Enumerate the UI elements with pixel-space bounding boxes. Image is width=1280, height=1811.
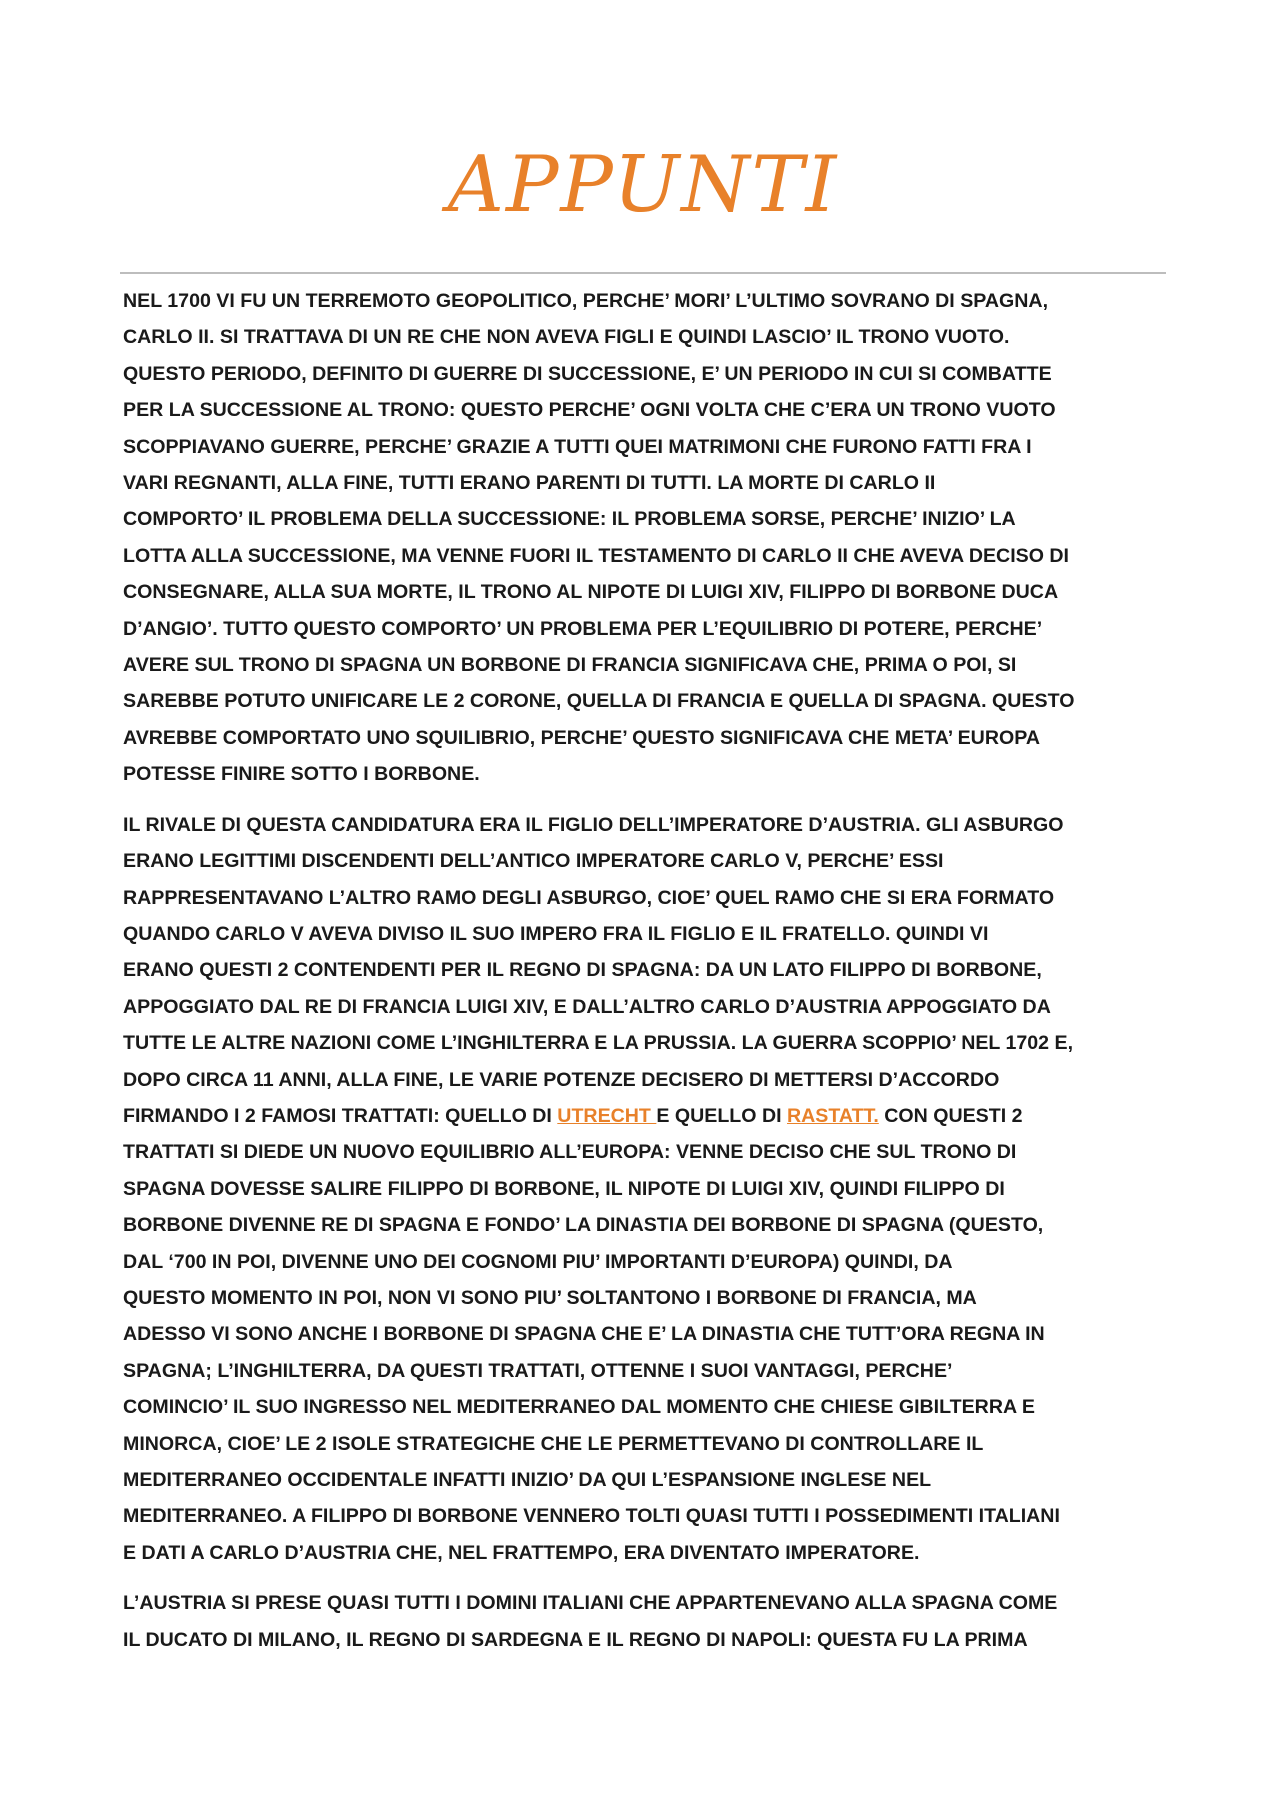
page-title: APPUNTI: [447, 140, 839, 230]
text-line: COMINCIO’ IL SUO INGRESSO NEL MEDITERRANEO DAL MOMENTO CHE CHIESE GIBILTERRA E: [123, 1396, 1035, 1419]
text-line: TRATTATI SI DIEDE UN NUOVO EQUILIBRIO ALL’EUROPA: VENNE DECISO CHE SUL TRONO DI: [123, 1141, 1017, 1164]
text-line: PER LA SUCCESSIONE AL TRONO: QUESTO PERCHE’ OGNI VOLTA CHE C’ERA UN TRONO VUOTO: [123, 399, 1056, 422]
utrecht-link[interactable]: UTRECHT: [557, 1104, 657, 1127]
text-line: L’AUSTRIA SI PRESE QUASI TUTTI I DOMINI ITALIANI CHE APPARTENEVANO ALLA SPAGNA COME: [123, 1592, 1058, 1615]
text-line: IL DUCATO DI MILANO, IL REGNO DI SARDEGNA E IL REGNO DI NAPOLI: QUESTA FU LA PRIMA: [123, 1628, 1028, 1651]
text-line: QUESTO PERIODO, DEFINITO DI GUERRE DI SUCCESSIONE, E’ UN PERIODO IN CUI SI COMBATTE: [123, 362, 1052, 385]
paragraph-2-lines: [123, 807, 1166, 1098]
text-line: MINORCA, CIOE’ LE 2 ISOLE STRATEGICHE CHE LE PERMETTEVANO DI CONTROLLARE IL: [123, 1432, 984, 1455]
text-line: IL RIVALE DI QUESTA CANDIDATURA ERA IL FIGLIO DELL’IMPERATORE D’AUSTRIA. GLI ASBURGO: [123, 813, 1064, 836]
text-line: E DATI A CARLO D’AUSTRIA CHE, NEL FRATTEMPO, ERA DIVENTATO IMPERATORE.: [123, 1541, 920, 1564]
text-line: DOPO CIRCA 11 ANNI, ALLA FINE, LE VARIE POTENZE DECISERO DI METTERSI D’ACCORDO: [123, 1068, 1000, 1091]
text-line: RAPPRESENTAVANO L’ALTRO RAMO DEGLI ASBURGO, CIOE’ QUEL RAMO CHE SI ERA FORMATO: [123, 886, 1055, 909]
text-line: AVREBBE COMPORTATO UNO SQUILIBRIO, PERCHE’ QUESTO SIGNIFICAVA CHE META’ EUROPA: [123, 726, 1040, 749]
text-line: CARLO II. SI TRATTAVA DI UN RE CHE NON AVEVA FIGLI E QUINDI LASCIO’ IL TRONO VUOTO.: [123, 326, 1010, 349]
text-line: BORBONE DIVENNE RE DI SPAGNA E FONDO’ LA DINASTIA DEI BORBONE DI SPAGNA (QUESTO,: [123, 1214, 1044, 1237]
text-line: ADESSO VI SONO ANCHE I BORBONE DI SPAGNA CHE E’ LA DINASTIA CHE TUTT’ORA REGNA IN: [123, 1323, 1045, 1346]
paragraph-2: [123, 807, 1166, 1572]
treaties-text-middle: E QUELLO DI: [656, 1104, 787, 1127]
text-line: QUANDO CARLO V AVEVA DIVISO IL SUO IMPERO FRA IL FIGLIO E IL FRATELLO. QUINDI VI: [123, 922, 989, 945]
text-line: MEDITERRANEO. A FILIPPO DI BORBONE VENNERO TOLTI QUASI TUTTI I POSSEDIMENTI ITALIANI: [123, 1505, 1060, 1528]
text-line: LOTTA ALLA SUCCESSIONE, MA VENNE FUORI IL TESTAMENTO DI CARLO II CHE AVEVA DECISO DI: [123, 544, 1069, 567]
text-line: ERANO LEGITTIMI DISCENDENTI DELL’ANTICO IMPERATORE CARLO V, PERCHE’ ESSI: [123, 850, 944, 873]
treaties-text-before: FIRMANDO I 2 FAMOSI TRATTATI: QUELLO DI: [123, 1104, 558, 1127]
title-divider: [120, 272, 1166, 274]
text-line: SAREBBE POTUTO UNIFICARE LE 2 CORONE, QUELLA DI FRANCIA E QUELLA DI SPAGNA. QUESTO: [123, 690, 1075, 713]
text-line: VARI REGNANTI, ALLA FINE, TUTTI ERANO PARENTI DI TUTTI. LA MORTE DI CARLO II: [123, 472, 936, 495]
paragraph-2-lines-after: [123, 1134, 1166, 1571]
text-line: ERANO QUESTI 2 CONTENDENTI PER IL REGNO DI SPAGNA: DA UN LATO FILIPPO DI BORBONE,: [123, 959, 1042, 982]
text-line: NEL 1700 VI FU UN TERREMOTO GEOPOLITICO, PERCHE’ MORI’ L’ULTIMO SOVRANO DI SPAGNA,: [123, 290, 1049, 312]
text-line: SPAGNA; L’INGHILTERRA, DA QUESTI TRATTATI, OTTENNE I SUOI VANTAGGI, PERCHE’: [123, 1359, 953, 1382]
paragraph-1: [123, 283, 1166, 793]
text-line: MEDITERRANEO OCCIDENTALE INFATTI INIZIO’ DA QUI L’ESPANSIONE INGLESE NEL: [123, 1469, 932, 1491]
text-line: POTESSE FINIRE SOTTO I BORBONE.: [123, 763, 480, 786]
text-line: DAL ‘700 IN POI, DIVENNE UNO DEI COGNOMI PIU’ IMPORTANTI D’EUROPA) QUINDI, DA: [123, 1250, 953, 1273]
treaties-line: [123, 1098, 1166, 1134]
document-body: [123, 283, 1166, 1672]
text-line: AVERE SUL TRONO DI SPAGNA UN BORBONE DI FRANCIA SIGNIFICAVA CHE, PRIMA O POI, SI: [123, 654, 1017, 677]
text-line: D’ANGIO’. TUTTO QUESTO COMPORTO’ UN PROBLEMA PER L’EQUILIBRIO DI POTERE, PERCHE’: [123, 617, 1043, 640]
paragraph-3: [123, 1585, 1166, 1658]
treaties-text-after: CON QUESTI 2: [878, 1104, 1023, 1127]
text-line: CONSEGNARE, ALLA SUA MORTE, IL TRONO AL NIPOTE DI LUIGI XIV, FILIPPO DI BORBONE DUCA: [123, 581, 1059, 604]
text-line: SCOPPIAVANO GUERRE, PERCHE’ GRAZIE A TUTTI QUEI MATRIMONI CHE FURONO FATTI FRA I: [123, 435, 1032, 458]
text-line: SPAGNA DOVESSE SALIRE FILIPPO DI BORBONE, IL NIPOTE DI LUIGI XIV, QUINDI FILIPPO DI: [123, 1177, 1005, 1200]
text-line: TUTTE LE ALTRE NAZIONI COME L’INGHILTERRA E LA PRUSSIA. LA GUERRA SCOPPIO’ NEL 1702 E,: [123, 1032, 1074, 1055]
text-line: COMPORTO’ IL PROBLEMA DELLA SUCCESSIONE: IL PROBLEMA SORSE, PERCHE’ INIZIO’ LA: [123, 508, 1016, 531]
text-line: APPOGGIATO DAL RE DI FRANCIA LUIGI XIV, E DALL’ALTRO CARLO D’AUSTRIA APPOGGIATO DA: [123, 995, 1051, 1018]
rastatt-link[interactable]: RASTATT.: [787, 1104, 879, 1127]
text-line: QUESTO MOMENTO IN POI, NON VI SONO PIU’ SOLTANTONO I BORBONE DI FRANCIA, MA: [123, 1286, 977, 1309]
